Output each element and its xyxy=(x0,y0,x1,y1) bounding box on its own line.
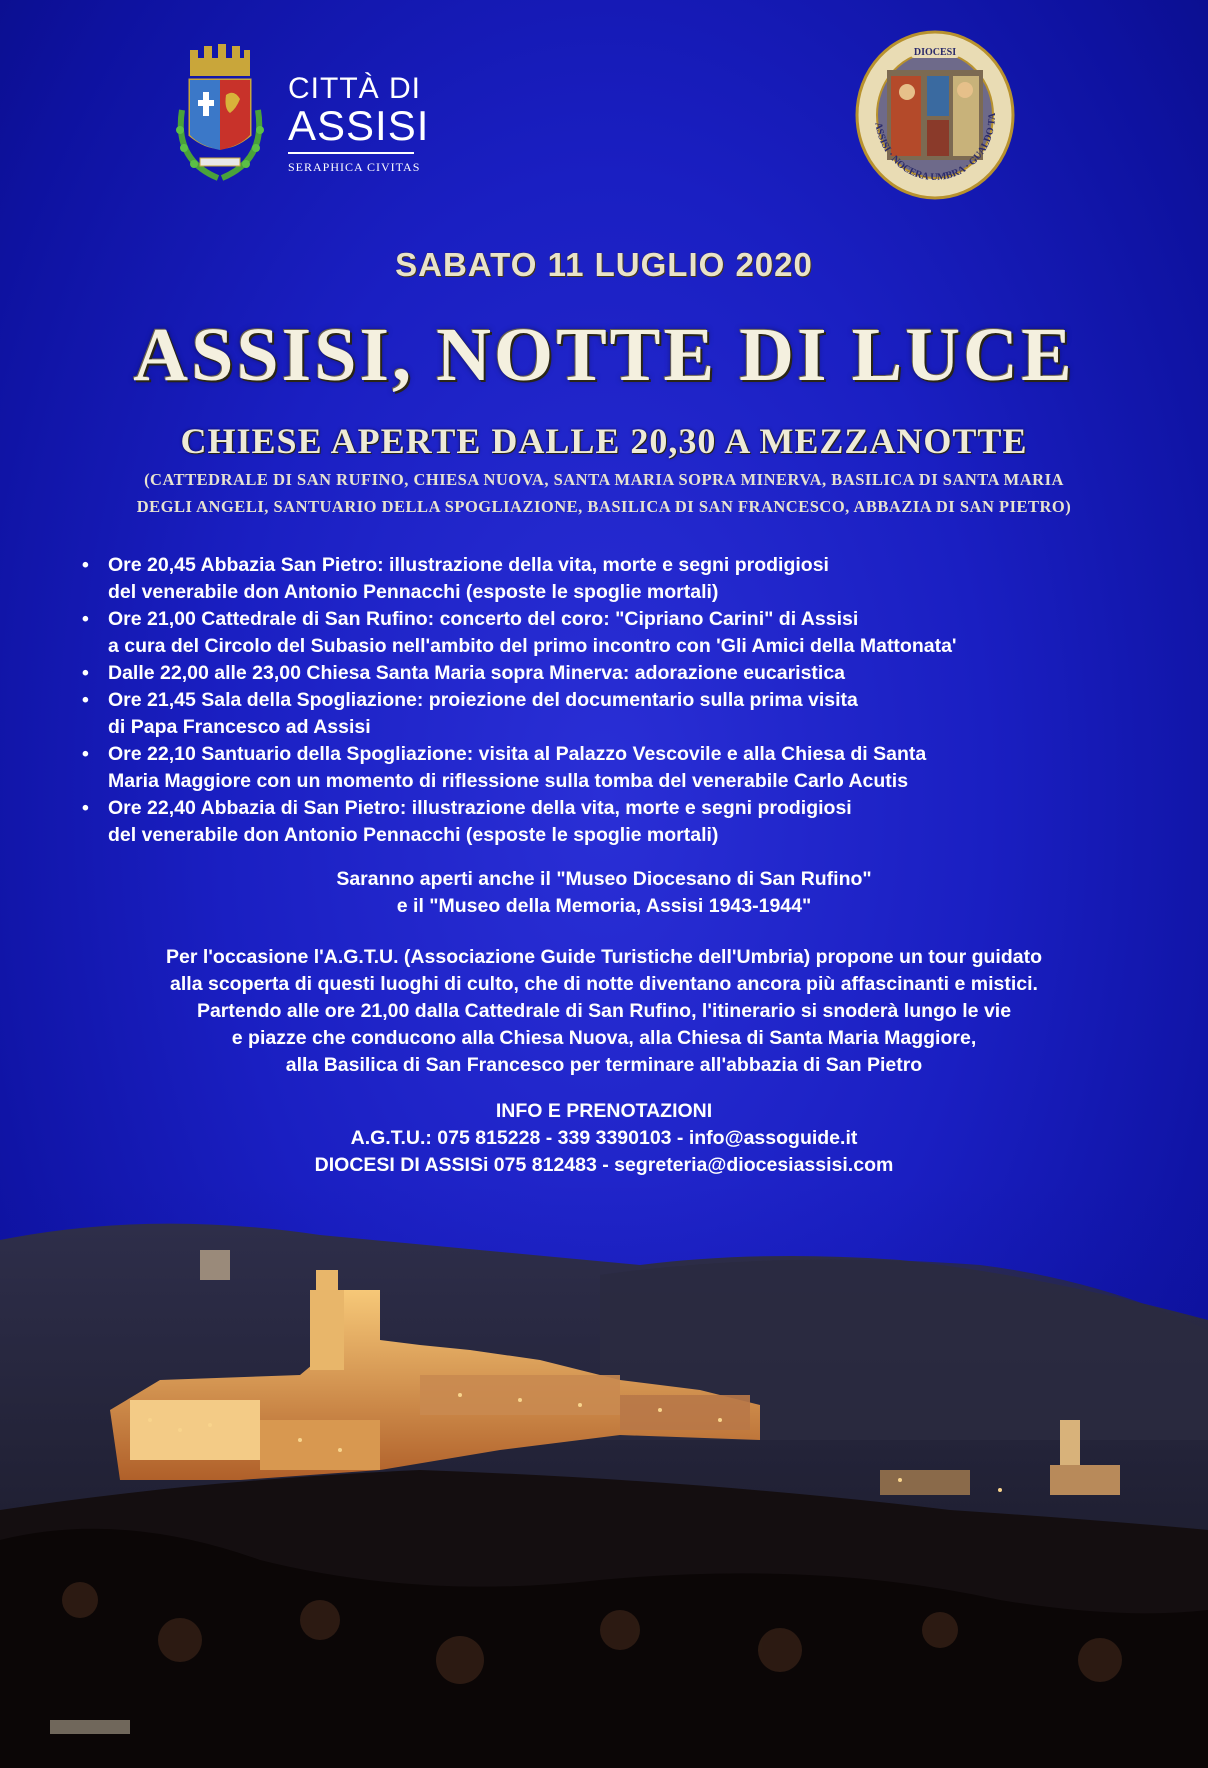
program-list xyxy=(82,552,1142,849)
seal-ring-text: ASSISI · NOCERA UMBRA · GUALDO TA xyxy=(872,112,999,184)
assisi-night-landscape xyxy=(0,1180,1208,1768)
program-item xyxy=(82,741,1142,795)
city-line1: CITTÀ DI xyxy=(288,72,421,105)
diocese-seal-icon xyxy=(855,30,1015,200)
diocese-seal xyxy=(855,30,1015,200)
seal-top-text: DIOCESI xyxy=(913,47,957,58)
info-agtu: A.G.T.U.: 075 815228 - 339 3390103 - info@assoguide.it xyxy=(350,1127,858,1149)
bullet-icon: • xyxy=(82,689,89,711)
program-line: Ore 21,00 Cattedrale di San Rufino: concerto del coro: "Cipriano Carini" di Assisi xyxy=(108,608,859,630)
event-title: ASSISI, NOTTE DI LUCE xyxy=(133,313,1075,397)
info-heading: INFO E PRENOTAZIONI xyxy=(495,1100,713,1122)
event-subtitle: CHIESE APERTE DALLE 20,30 A MEZZANOTTE xyxy=(180,421,1028,461)
city-logo xyxy=(160,40,430,200)
bullet-icon: • xyxy=(82,608,89,630)
program-line: Ore 22,40 Abbazia di San Pietro: illustrazione della vita, morte e segni prodigiosi xyxy=(108,797,852,819)
program-line: Maria Maggiore con un momento di riflessione sulla tomba del venerabile Carlo Acutis xyxy=(108,770,909,792)
city-divider xyxy=(288,152,414,154)
info-block xyxy=(0,1098,1208,1179)
event-date: SABATO 11 LUGLIO 2020 xyxy=(395,246,813,283)
tour-line: alla scoperta di questi luoghi di culto, che di notte diventano ancora più affascinanti e mistici. xyxy=(170,973,1038,995)
program-item xyxy=(82,660,1142,687)
church-list xyxy=(100,466,1108,520)
info-diocesi: DIOCESI DI ASSISi 075 812483 - segreteria@diocesiassisi.com xyxy=(314,1154,894,1176)
church-list-line: (CATTEDRALE DI SAN RUFINO, CHIESA NUOVA, SANTA MARIA SOPRA MINERVA, BASILICA DI SANTA MARIA xyxy=(144,470,1064,489)
coat-of-arms-icon xyxy=(160,40,280,200)
tour-description xyxy=(0,944,1208,1079)
program-line: Ore 20,45 Abbazia San Pietro: illustrazione della vita, morte e segni prodigiosi xyxy=(108,554,829,576)
city-name xyxy=(288,72,429,175)
museums-note xyxy=(0,866,1208,920)
program-item xyxy=(82,795,1142,849)
museums-line: Saranno aperti anche il "Museo Diocesano di San Rufino" xyxy=(336,868,872,890)
bullet-icon: • xyxy=(82,662,89,684)
program-line: Ore 21,45 Sala della Spogliazione: proiezione del documentario sulla prima visita xyxy=(108,689,858,711)
tour-line: Per l'occasione l'A.G.T.U. (Associazione Guide Turistiche dell'Umbria) propone un tour guidato xyxy=(166,946,1042,968)
program-line: Dalle 22,00 alle 23,00 Chiesa Santa Maria sopra Minerva: adorazione eucaristica xyxy=(108,662,846,684)
bullet-icon: • xyxy=(82,554,89,576)
program-item xyxy=(82,606,1142,660)
bullet-icon: • xyxy=(82,797,89,819)
bullet-icon: • xyxy=(82,743,89,765)
program-line: del venerabile don Antonio Pennacchi (esposte le spoglie mortali) xyxy=(108,824,719,846)
tour-line: Partendo alle ore 21,00 dalla Cattedrale di San Rufino, l'itinerario si snoderà lungo le vie xyxy=(196,1000,1012,1022)
city-tagline: SERAPHICA CIVITAS xyxy=(288,160,421,174)
program-item xyxy=(82,552,1142,606)
program-line: Ore 22,10 Santuario della Spogliazione: visita al Palazzo Vescovile e alla Chiesa di Santa xyxy=(108,743,927,765)
museums-line: e il "Museo della Memoria, Assisi 1943-1944" xyxy=(396,895,812,917)
tour-line: e piazze che conducono alla Chiesa Nuova, alla Chiesa di Santa Maria Maggiore, xyxy=(231,1027,977,1049)
church-list-line: DEGLI ANGELI, SANTUARIO DELLA SPOGLIAZIONE, BASILICA DI SAN FRANCESCO, ABBAZIA DI SAN PIETRO) xyxy=(136,497,1072,516)
tour-line: alla Basilica di San Francesco per terminare all'abbazia di San Pietro xyxy=(285,1054,923,1076)
program-line: a cura del Circolo del Subasio nell'ambito del primo incontro con 'Gli Amici della Mattonata' xyxy=(108,635,957,657)
program-item xyxy=(82,687,1142,741)
program-line: del venerabile don Antonio Pennacchi (esposte le spoglie mortali) xyxy=(108,581,719,603)
program-line: di Papa Francesco ad Assisi xyxy=(108,716,371,738)
city-line2: ASSISI xyxy=(288,102,430,149)
